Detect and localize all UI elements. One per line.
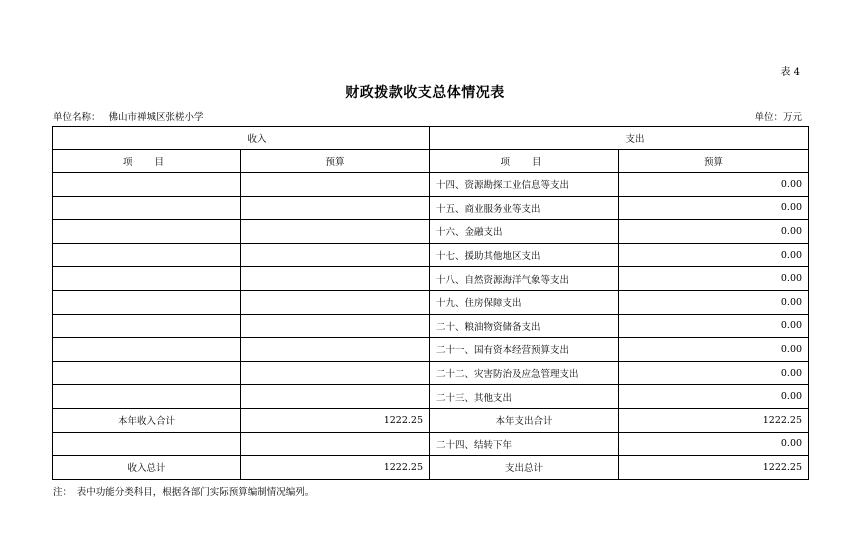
table-number: 表 4 <box>780 67 800 78</box>
expense-item-cell: 二十四、结转下年 <box>430 432 619 456</box>
income-budget-cell <box>241 338 430 362</box>
table-row <box>53 173 809 197</box>
expense-budget-cell: 0.00 <box>619 267 809 291</box>
expense-budget-cell: 0.00 <box>619 196 809 220</box>
expense-item-header: 项目 <box>430 150 619 173</box>
unit-name <box>53 109 204 123</box>
table-row <box>53 338 809 362</box>
expense-item-cell: 十九、住房保障支出 <box>430 290 619 314</box>
income-budget-cell: 1222.25 <box>241 456 430 480</box>
expense-item-cell: 十八、自然资源海洋气象等支出 <box>430 267 619 291</box>
unit-name-label: 单位名称： <box>53 112 101 123</box>
expense-budget-cell: 0.00 <box>619 432 809 456</box>
table-row <box>53 290 809 314</box>
footnote: 注： 表中功能分类科目，根据各部门实际预算编制情况编列。 <box>53 487 315 498</box>
table-row <box>53 243 809 267</box>
income-item-cell <box>53 173 241 197</box>
expense-budget-cell: 0.00 <box>619 243 809 267</box>
expense-budget-cell: 1222.25 <box>619 456 809 480</box>
expense-budget-header: 预算 <box>619 150 809 173</box>
income-item-cell <box>53 385 241 409</box>
expense-budget-cell: 1222.25 <box>619 408 809 432</box>
expense-item-cell: 二十三、其他支出 <box>430 385 619 409</box>
income-budget-cell <box>241 220 430 244</box>
income-budget-cell <box>241 267 430 291</box>
header-row-columns <box>53 150 809 173</box>
header-row-sections <box>53 127 809 150</box>
income-item-cell <box>53 267 241 291</box>
expense-budget-cell: 0.00 <box>619 385 809 409</box>
income-item-cell: 本年收入合计 <box>53 408 241 432</box>
expense-header: 支出 <box>430 127 809 150</box>
expense-item-cell: 二十一、国有资本经营预算支出 <box>430 338 619 362</box>
expense-item-cell: 支出总计 <box>430 456 619 480</box>
income-item-header: 项目 <box>53 150 241 173</box>
income-budget-cell <box>241 432 430 456</box>
income-item-cell <box>53 220 241 244</box>
expense-item-cell: 十六、金融支出 <box>430 220 619 244</box>
table-row <box>53 267 809 291</box>
income-item-cell: 收入总计 <box>53 456 241 480</box>
table-row <box>53 220 809 244</box>
budget-table <box>52 126 809 480</box>
table-row <box>53 196 809 220</box>
income-budget-cell <box>241 173 430 197</box>
income-header: 收入 <box>53 127 430 150</box>
expense-budget-cell: 0.00 <box>619 314 809 338</box>
expense-budget-cell: 0.00 <box>619 338 809 362</box>
income-budget-header: 预算 <box>241 150 430 173</box>
expense-item-cell: 本年支出合计 <box>430 408 619 432</box>
table-row <box>53 385 809 409</box>
expense-item-cell: 十五、商业服务业等支出 <box>430 196 619 220</box>
income-budget-cell <box>241 290 430 314</box>
expense-item-cell: 二十二、灾害防治及应急管理支出 <box>430 361 619 385</box>
table-row <box>53 408 809 432</box>
income-item-cell <box>53 290 241 314</box>
page-title: 财政拨款收支总体情况表 <box>345 85 505 101</box>
income-item-cell <box>53 314 241 338</box>
income-item-cell <box>53 432 241 456</box>
expense-budget-cell: 0.00 <box>619 220 809 244</box>
income-budget-cell <box>241 385 430 409</box>
income-budget-cell: 1222.25 <box>241 408 430 432</box>
expense-item-cell: 十四、资源勘探工业信息等支出 <box>430 173 619 197</box>
expense-item-cell: 十七、援助其他地区支出 <box>430 243 619 267</box>
income-item-cell <box>53 361 241 385</box>
income-budget-cell <box>241 243 430 267</box>
income-budget-cell <box>241 196 430 220</box>
table-row <box>53 314 809 338</box>
table-row <box>53 456 809 480</box>
unit-name-value: 佛山市禅城区张槎小学 <box>108 112 204 123</box>
table-row <box>53 432 809 456</box>
income-budget-cell <box>241 361 430 385</box>
expense-budget-cell: 0.00 <box>619 173 809 197</box>
income-item-cell <box>53 338 241 362</box>
expense-item-cell: 二十、粮油物资储备支出 <box>430 314 619 338</box>
expense-budget-cell: 0.00 <box>619 290 809 314</box>
income-item-cell <box>53 243 241 267</box>
income-item-cell <box>53 196 241 220</box>
expense-budget-cell: 0.00 <box>619 361 809 385</box>
currency-unit: 单位：万元 <box>754 112 802 123</box>
table-row <box>53 361 809 385</box>
income-budget-cell <box>241 314 430 338</box>
